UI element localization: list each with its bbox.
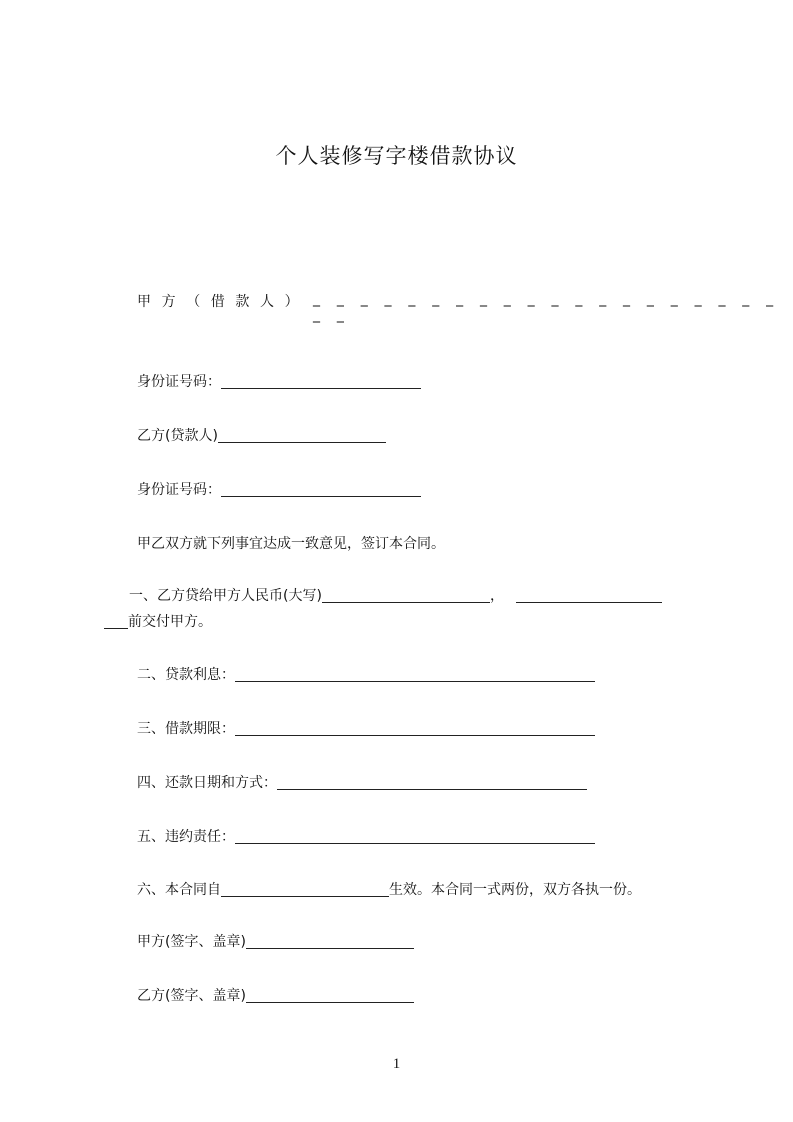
party-a-label (137, 291, 309, 311)
party-a-char: 人 (259, 294, 274, 310)
clause-3-line (137, 718, 595, 738)
clause-1-comma: ， (489, 588, 504, 604)
sign-a-label: 甲方(签字、盖章) (137, 934, 246, 950)
clause-2-line (137, 664, 595, 684)
party-b-line (137, 425, 386, 445)
sign-a-blank (246, 933, 414, 949)
party-a-char: 甲 (137, 294, 151, 310)
page-number: 1 (392, 1056, 401, 1072)
id-blank (221, 373, 421, 389)
date-blank-cont (104, 613, 128, 629)
id-label: 身份证号码： (137, 482, 221, 498)
date-blank (516, 587, 662, 603)
sign-a-line (137, 931, 414, 951)
liability-blank (235, 828, 595, 844)
term-blank (235, 720, 595, 736)
effective-date-blank (221, 881, 389, 897)
clause-5-line (137, 826, 595, 846)
party-b-label: 乙方(贷款人) (137, 428, 218, 444)
clause-2-label: 二、贷款利息： (137, 667, 235, 683)
sign-b-blank (246, 987, 414, 1003)
party-a-char: 借 (210, 294, 225, 310)
clause-6-line (137, 879, 641, 899)
interest-blank (235, 666, 595, 682)
party-a-char: 款 (235, 294, 250, 310)
amount-blank (322, 587, 490, 603)
party-a-blank: _ _ _ _ _ _ _ _ _ _ _ _ _ _ _ _ _ _ _ _ _ _ (313, 291, 780, 323)
document-title: 个人装修写字楼借款协议 (275, 144, 518, 168)
clause-6-label: 六、本合同自 (137, 882, 221, 898)
clause-3-label: 三、借款期限： (137, 721, 235, 737)
sign-b-line (137, 985, 414, 1005)
party-b-blank (218, 427, 386, 443)
clause-4-label: 四、还款日期和方式： (137, 775, 277, 791)
id-blank (221, 481, 421, 497)
party-a-char: ） (284, 294, 299, 310)
clause-1-tail: 前交付甲方。 (128, 614, 212, 630)
clause-5-label: 五、违约责任： (137, 829, 235, 845)
party-a-char: 方 (161, 294, 176, 310)
sign-b-label: 乙方(签字、盖章) (137, 988, 246, 1004)
intro-text: 甲乙双方就下列事宜达成一致意见，签订本合同。 (137, 536, 445, 552)
clause-6-tail: 生效。本合同一式两份，双方各执一份。 (389, 882, 641, 898)
clause-4-line (137, 772, 587, 792)
party-a-id-line (137, 371, 421, 391)
id-label: 身份证号码： (137, 374, 221, 390)
clause-1-line-2 (104, 611, 212, 631)
clause-1-text: 一、乙方贷给甲方人民币(大写) (129, 588, 322, 604)
party-b-id-line (137, 479, 421, 499)
party-a-char: （ (186, 294, 201, 310)
clause-1-line-1 (129, 585, 662, 605)
repayment-blank (277, 774, 587, 790)
